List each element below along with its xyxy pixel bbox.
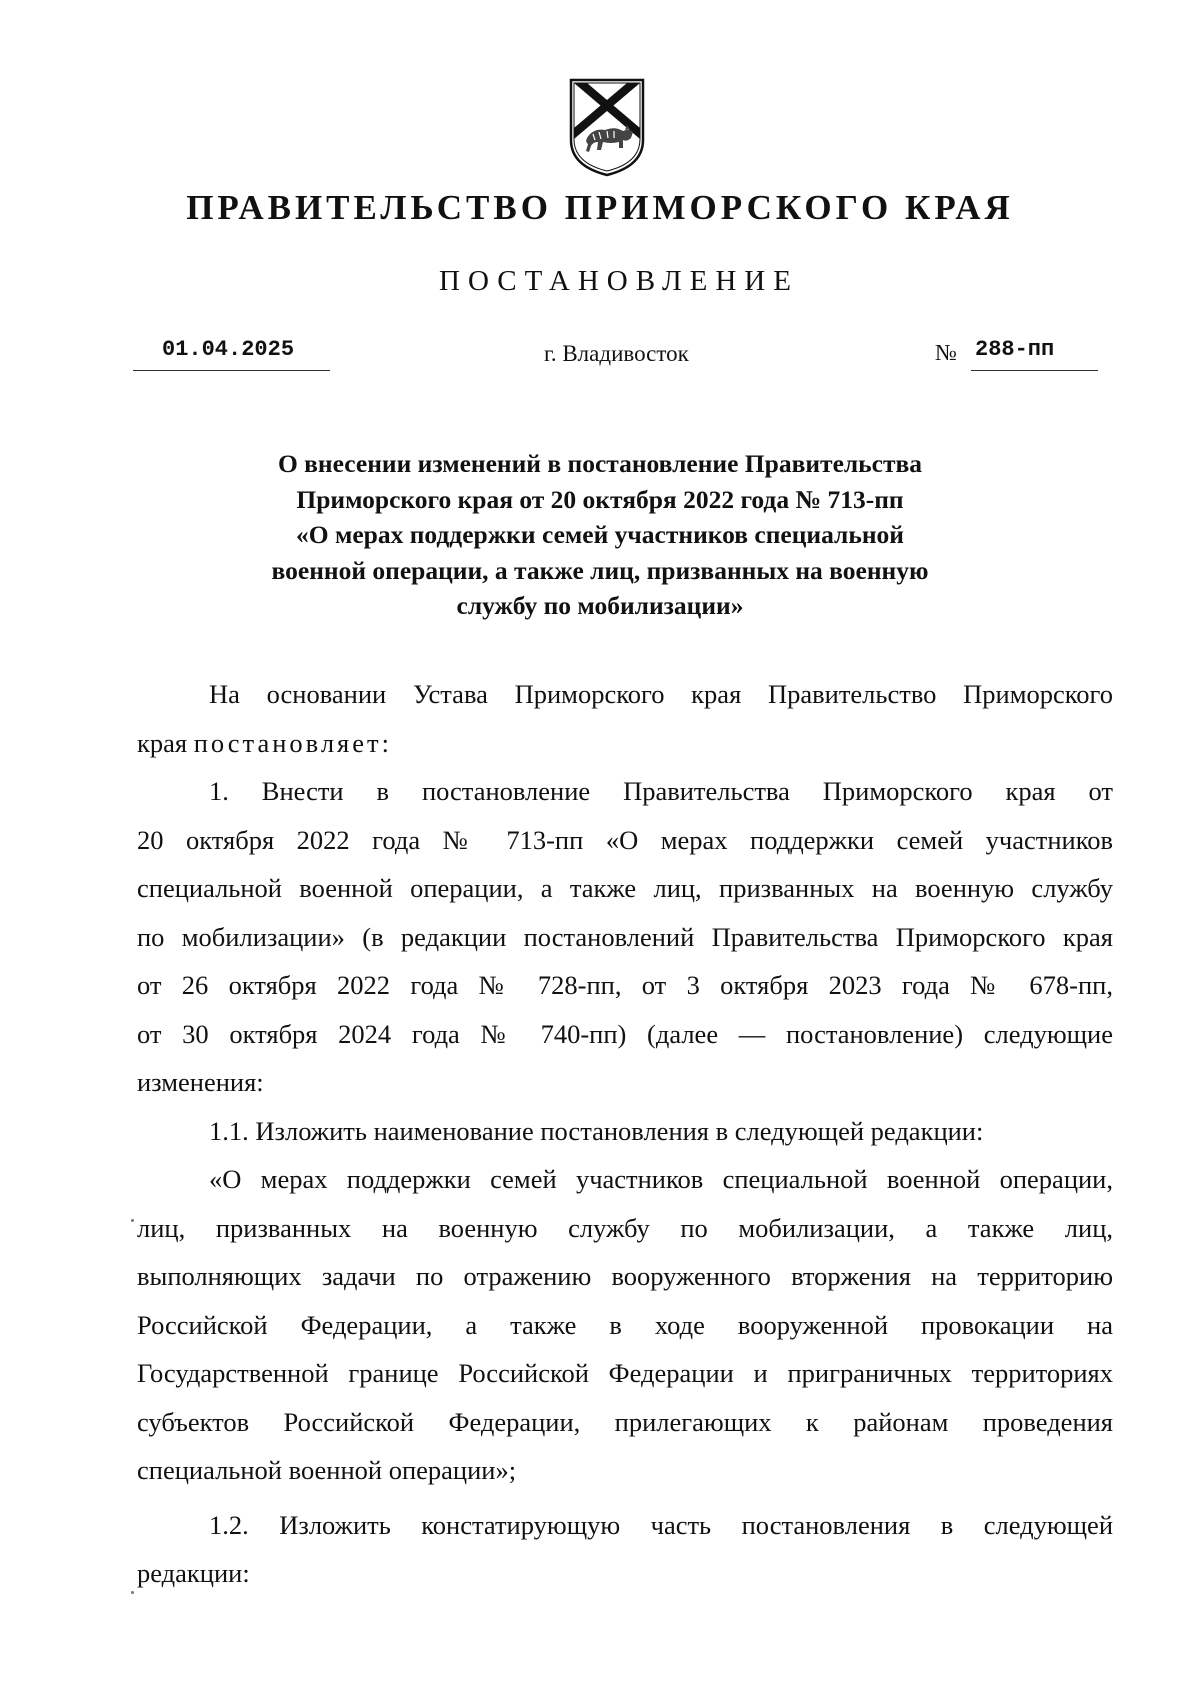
date-underline bbox=[133, 370, 330, 371]
paragraph-1-line: специальной военной операции, а также лиц, призванных на военную службу bbox=[137, 873, 1113, 903]
document-date-field bbox=[133, 335, 330, 375]
quote-line: Российской Федерации, а также в ходе вооруженной провокации на bbox=[137, 1309, 1113, 1340]
quote-line: лиц, призванных на военную службу по мобилизации, а также лиц, bbox=[137, 1212, 1113, 1243]
number-sign: № bbox=[935, 340, 957, 365]
paragraph-1-2-line: редакции: bbox=[137, 1558, 250, 1588]
subject-line: «О мерах поддержки семей участников специальной bbox=[295, 520, 904, 549]
scan-speck bbox=[131, 1219, 134, 1222]
subject-line: Приморского края от 20 октября 2022 года № 713-пп bbox=[296, 484, 904, 514]
quote-line: «О мерах поддержки семей участников специальной военной операции, bbox=[209, 1164, 1113, 1194]
resolves-word: постановляет bbox=[193, 727, 382, 758]
document-type: ПОСТАНОВЛЕНИЕ bbox=[439, 265, 799, 297]
government-title: ПРАВИТЕЛЬСТВО ПРИМОРСКОГО КРАЯ bbox=[186, 188, 1014, 227]
scan-speck bbox=[131, 1591, 134, 1594]
paragraph-1-2-line: 1.2. Изложить констатирующую часть постановления в следующей bbox=[209, 1509, 1113, 1540]
preamble-line: На основании Устава Приморского края Правительство Приморского bbox=[209, 679, 1113, 709]
quote-line: субъектов Российской Федерации, прилегающих к районам проведения bbox=[137, 1406, 1113, 1437]
preamble-text: края bbox=[137, 727, 194, 758]
document-body bbox=[137, 670, 1113, 1598]
document-date: 01.04.2025 bbox=[162, 337, 295, 362]
paragraph-1-line: 20 октября 2022 года № 713-пп «О мерах поддержки семей участников bbox=[137, 824, 1113, 855]
document-number: 288-пп bbox=[975, 337, 1055, 362]
document-subject bbox=[200, 446, 1000, 624]
paragraph-1-line: от 30 октября 2024 года № 740-пп) (далее — постановление) следующие bbox=[137, 1018, 1113, 1049]
document-number-field bbox=[935, 335, 1098, 375]
subject-line: военной операции, а также лиц, призванных на военную bbox=[271, 555, 929, 585]
subject-line: О внесении изменений в постановление Правительства bbox=[277, 449, 923, 478]
quote-line: Государственной границе Российской Федерации и приграничных территориях bbox=[137, 1358, 1113, 1388]
preamble-colon: : bbox=[381, 727, 389, 758]
subject-line: службу по мобилизации» bbox=[456, 591, 744, 620]
coat-of-arms-emblem-icon bbox=[567, 76, 647, 177]
paragraph-1-line: по мобилизации» (в редакции постановлений Правительства Приморского края bbox=[137, 921, 1113, 952]
paragraph-1-line: от 26 октября 2022 года № 728-пп, от 3 октября 2023 года № 678-пп, bbox=[137, 970, 1113, 1000]
number-underline bbox=[971, 370, 1098, 371]
paragraph-1-line: 1. Внести в постановление Правительства Приморского края от bbox=[209, 776, 1113, 806]
document-city: г. Владивосток bbox=[544, 341, 689, 366]
preamble-line bbox=[137, 719, 1113, 768]
paragraph-1-1: 1.1. Изложить наименование постановления в следующей редакции: bbox=[209, 1115, 984, 1146]
quote-line: выполняющих задачи по отражению вооруженного вторжения на территорию bbox=[137, 1261, 1113, 1291]
paragraph-1-line: изменения: bbox=[137, 1067, 264, 1097]
quote-line: специальной военной операции»; bbox=[137, 1455, 517, 1485]
